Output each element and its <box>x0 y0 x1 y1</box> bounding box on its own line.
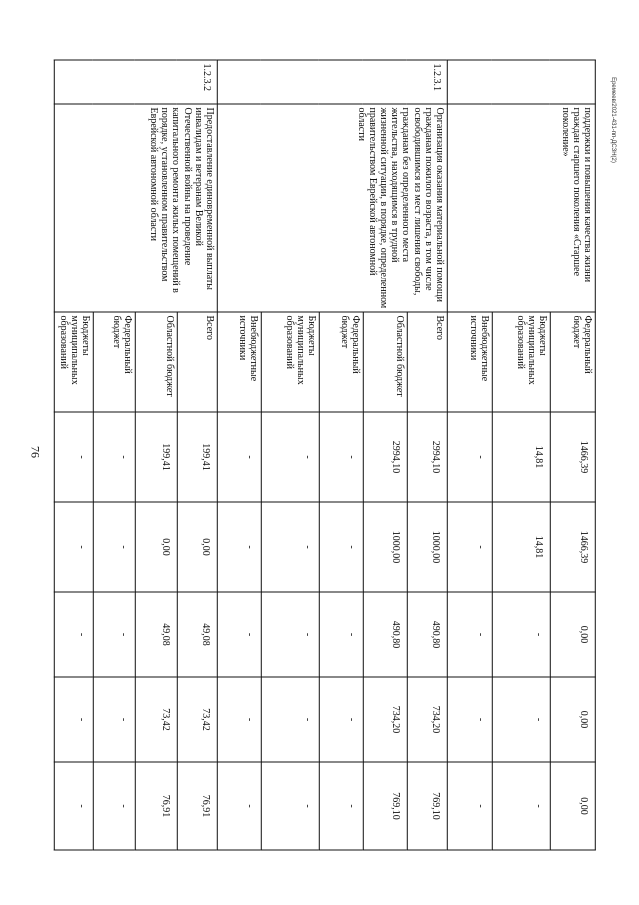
value-year-1: - <box>319 502 363 592</box>
value-year-2: - <box>93 592 135 677</box>
row-code: 1.2.3.2 <box>55 60 218 104</box>
value-year-1: - <box>55 502 94 592</box>
value-year-1: - <box>217 502 261 592</box>
value-total: - <box>217 412 261 502</box>
value-year-1: 1000,00 <box>363 502 407 592</box>
row-code <box>447 60 595 104</box>
row-name: поддержки и повышения качества жизни граждан старшего поколения «Старшее поколение» <box>447 104 595 312</box>
value-year-4: - <box>261 762 319 850</box>
value-total: - <box>93 412 135 502</box>
value-total: - <box>261 412 319 502</box>
value-year-3: - <box>447 677 492 762</box>
value-year-4: - <box>319 762 363 850</box>
value-total: 199,41 <box>135 412 177 502</box>
value-year-4: - <box>447 762 492 850</box>
value-year-3: 73,42 <box>177 677 217 762</box>
value-year-1: 0,00 <box>177 502 217 592</box>
value-year-4: - <box>93 762 135 850</box>
value-year-2: 490,80 <box>407 592 447 677</box>
value-year-1: - <box>93 502 135 592</box>
value-total: 2994,10 <box>407 412 447 502</box>
budget-table <box>54 60 596 851</box>
funding-source: Федеральный бюджет <box>93 312 135 412</box>
value-year-3: - <box>261 677 319 762</box>
value-total: 2994,10 <box>363 412 407 502</box>
value-year-2: - <box>447 592 492 677</box>
funding-source: Федеральный бюджет <box>319 312 363 412</box>
value-total: - <box>55 412 94 502</box>
value-year-1: - <box>447 502 492 592</box>
value-year-1: - <box>261 502 319 592</box>
value-year-2: - <box>261 592 319 677</box>
value-year-2: 0,00 <box>550 592 595 677</box>
value-year-2: - <box>319 592 363 677</box>
funding-source: Всего <box>177 312 217 412</box>
value-year-1: 0,00 <box>135 502 177 592</box>
table-row <box>550 60 595 850</box>
funding-source: Внебюджетные источники <box>217 312 261 412</box>
value-year-3: - <box>319 677 363 762</box>
value-year-3: 73,42 <box>135 677 177 762</box>
value-year-4: 76,91 <box>135 762 177 850</box>
document-code: Еремеев/2021-431-пп-ДСЗН(2) <box>610 77 616 163</box>
value-year-3: - <box>217 677 261 762</box>
value-year-2: - <box>217 592 261 677</box>
funding-source: Всего <box>407 312 447 412</box>
value-year-1: 14,81 <box>492 502 550 592</box>
value-year-2: 49,08 <box>135 592 177 677</box>
funding-source: Бюджеты муниципальных образований <box>261 312 319 412</box>
row-name: Предоставление единовременной выплаты инвалидам и ветеранам Великой Отечественной войны на проведение капитального ремонта жилых помещений в порядке, установленном правительством Еврейской автономной области <box>55 104 218 312</box>
value-year-4: - <box>55 762 94 850</box>
value-total: 199,41 <box>177 412 217 502</box>
value-year-2: - <box>55 592 94 677</box>
value-year-4: 76,91 <box>177 762 217 850</box>
value-total: - <box>447 412 492 502</box>
value-year-4: - <box>492 762 550 850</box>
table-frame <box>57 60 593 850</box>
funding-source: Областной бюджет <box>363 312 407 412</box>
value-year-4: - <box>217 762 261 850</box>
value-year-4: 769,10 <box>363 762 407 850</box>
table-row <box>407 60 447 850</box>
funding-source: Областной бюджет <box>135 312 177 412</box>
value-year-2: - <box>492 592 550 677</box>
value-year-1: 1466,39 <box>550 502 595 592</box>
value-year-3: 734,20 <box>407 677 447 762</box>
page-number: 76 <box>28 446 43 458</box>
table-row <box>177 60 217 850</box>
funding-source: Федеральный бюджет <box>550 312 595 412</box>
value-year-3: 0,00 <box>550 677 595 762</box>
value-year-3: 734,20 <box>363 677 407 762</box>
funding-source: Бюджеты муниципальных образований <box>492 312 550 412</box>
value-year-3: - <box>55 677 94 762</box>
value-year-1: 1000,00 <box>407 502 447 592</box>
funding-source: Внебюджетные источники <box>447 312 492 412</box>
value-total: - <box>319 412 363 502</box>
row-name: Организация оказания материальной помощи гражданам пожилого возраста, в том числе освободившимся из мест лишения свободы, гражданам без определенного места жительства, находящимся в трудной жизненной ситуации, в порядке, определенном правительством Еврейской автономной области <box>217 104 447 312</box>
value-year-3: - <box>492 677 550 762</box>
value-year-2: 490,80 <box>363 592 407 677</box>
funding-source: Бюджеты муниципальных образований <box>55 312 94 412</box>
row-code: 1.2.3.1 <box>217 60 447 104</box>
value-year-2: 49,08 <box>177 592 217 677</box>
value-year-4: 0,00 <box>550 762 595 850</box>
value-total: 1466,39 <box>550 412 595 502</box>
value-year-4: 769,10 <box>407 762 447 850</box>
value-year-3: - <box>93 677 135 762</box>
value-total: 14,81 <box>492 412 550 502</box>
